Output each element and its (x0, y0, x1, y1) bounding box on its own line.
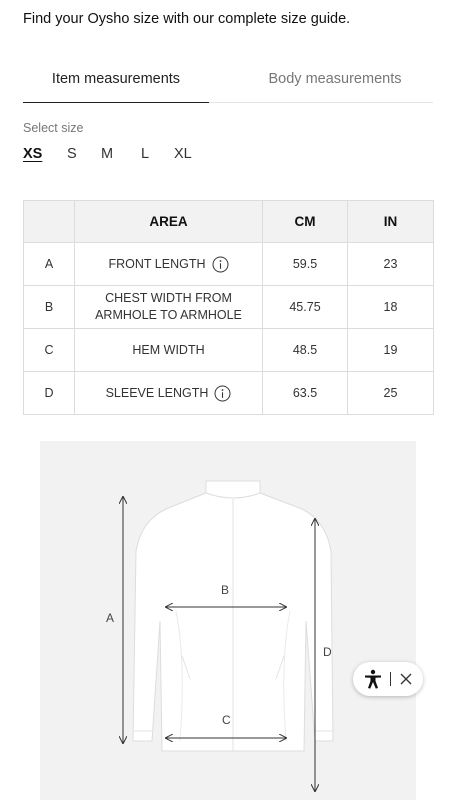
row-key: D (24, 372, 75, 415)
measure-label-d: D (323, 645, 332, 659)
row-area-label: CHEST WIDTH FROM ARMHOLE TO ARMHOLE (95, 291, 242, 322)
row-area-label: SLEEVE LENGTH (105, 385, 209, 400)
accessibility-widget (353, 662, 423, 696)
row-cm: 45.75 (263, 286, 348, 329)
size-option-s[interactable]: S (67, 146, 77, 162)
table-header-row (24, 201, 434, 243)
row-area (75, 243, 263, 286)
measure-label-c: C (222, 713, 231, 727)
measurement-tabs (23, 58, 433, 103)
row-area (75, 286, 263, 329)
column-header-in: IN (348, 201, 434, 243)
size-option-xl[interactable]: XL (174, 146, 192, 162)
info-circle-icon[interactable] (212, 256, 229, 273)
size-option-m[interactable]: M (101, 146, 114, 162)
table-row (24, 372, 434, 415)
column-header-area: AREA (75, 201, 263, 243)
size-option-l[interactable]: L (141, 146, 150, 162)
info-circle-icon[interactable] (214, 385, 231, 402)
measure-label-b: B (221, 583, 230, 597)
row-cm: 59.5 (263, 243, 348, 286)
size-option-xs[interactable]: XS (23, 146, 43, 162)
tab-body-measurements[interactable]: Body measurements (268, 71, 402, 87)
row-area (75, 329, 263, 372)
row-in: 25 (348, 372, 434, 415)
row-cm: 48.5 (263, 329, 348, 372)
select-size-label: Select size (23, 121, 84, 135)
row-in: 23 (348, 243, 434, 286)
row-in: 19 (348, 329, 434, 372)
jacket-illustration (40, 441, 416, 800)
row-in: 18 (348, 286, 434, 329)
widget-divider (390, 672, 391, 686)
row-area-label: HEM WIDTH (132, 342, 205, 357)
table-row (24, 329, 434, 372)
column-header-cm: CM (263, 201, 348, 243)
row-key: B (24, 286, 75, 329)
garment-measurement-diagram (40, 441, 416, 800)
table-row (24, 243, 434, 286)
intro-text: Find your Oysho size with our complete size guide. (23, 11, 351, 27)
row-cm: 63.5 (263, 372, 348, 415)
accessibility-person-icon[interactable] (363, 669, 383, 689)
row-area (75, 372, 263, 415)
row-area-label: FRONT LENGTH (108, 256, 206, 271)
row-key: A (24, 243, 75, 286)
row-key: C (24, 329, 75, 372)
measure-label-a: A (106, 611, 115, 625)
tab-item-measurements[interactable]: Item measurements (23, 58, 209, 103)
measurements-table (23, 200, 434, 415)
table-row (24, 286, 434, 329)
column-header-key (24, 201, 75, 243)
close-icon[interactable] (397, 670, 415, 688)
